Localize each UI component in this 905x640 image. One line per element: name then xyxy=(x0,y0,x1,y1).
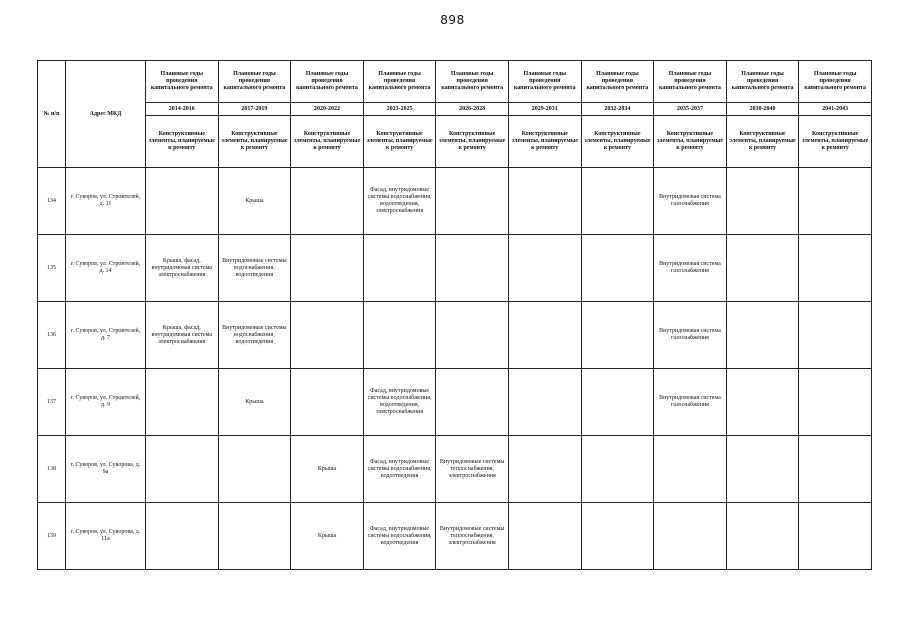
elements-header-cell: Конструктивные элементы, планируемые к ремонту xyxy=(581,116,654,168)
repair-elements-cell xyxy=(146,168,219,235)
elements-header-cell: Конструктивные элементы, планируемые к ремонту xyxy=(436,116,509,168)
repair-elements-cell xyxy=(508,235,581,302)
repair-elements-cell xyxy=(508,168,581,235)
repair-elements-cell: Внутридомовые системы теплоснабжения, электроснабжения xyxy=(436,436,509,503)
repair-elements-cell xyxy=(726,302,799,369)
table-row xyxy=(38,436,872,503)
repair-elements-cell xyxy=(436,168,509,235)
repair-elements-cell xyxy=(581,369,654,436)
repair-elements-cell: Фасад, внутридомовые системы водоснабжения, водоотведения, электроснабжения xyxy=(363,168,436,235)
year-range-cell: 2041-2043 xyxy=(799,103,872,116)
repair-elements-cell xyxy=(581,503,654,570)
elements-header-cell: Конструктивные элементы, планируемые к ремонту xyxy=(508,116,581,168)
col-address-header: Адрес МКД xyxy=(66,61,146,168)
repair-elements-cell: Внутридомовая система газоснабжения xyxy=(654,235,727,302)
repair-elements-cell xyxy=(581,302,654,369)
repair-elements-cell xyxy=(218,503,291,570)
row-number: 137 xyxy=(38,369,66,436)
year-range-cell: 2023-2025 xyxy=(363,103,436,116)
period-header-cell: Плановые годы проведения капитального ремонта xyxy=(654,61,727,103)
capital-repair-plan-table xyxy=(37,60,872,570)
repair-elements-cell xyxy=(291,302,364,369)
year-range-cell: 2017-2019 xyxy=(218,103,291,116)
row-number: 138 xyxy=(38,436,66,503)
repair-elements-cell: Крыша xyxy=(291,503,364,570)
period-header-row xyxy=(38,61,872,103)
repair-elements-cell xyxy=(436,369,509,436)
repair-elements-cell xyxy=(799,369,872,436)
row-address: г. Суворов, ул. Суворова, д. 11а xyxy=(66,503,146,570)
repair-elements-cell: Внутридомовые системы теплоснабжения, электроснабжения xyxy=(436,503,509,570)
repair-elements-cell xyxy=(363,302,436,369)
repair-elements-cell xyxy=(581,235,654,302)
period-header-cell: Плановые годы проведения капитального ремонта xyxy=(726,61,799,103)
elements-header-cell: Конструктивные элементы, планируемые к ремонту xyxy=(363,116,436,168)
elements-header-cell: Конструктивные элементы, планируемые к ремонту xyxy=(799,116,872,168)
repair-elements-cell xyxy=(291,369,364,436)
row-address: г. Суворов, ул. Строителей, д. 7 xyxy=(66,302,146,369)
row-address: г. Суворов, ул. Строителей, д. 9 xyxy=(66,369,146,436)
repair-elements-cell xyxy=(581,436,654,503)
repair-elements-cell: Внутридомовая система газоснабжения xyxy=(654,369,727,436)
elements-header-row xyxy=(38,116,872,168)
period-header-cell: Плановые годы проведения капитального ремонта xyxy=(581,61,654,103)
row-address: г. Суворов, ул. Строителей, д. 14 xyxy=(66,235,146,302)
period-header-cell: Плановые годы проведения капитального ремонта xyxy=(146,61,219,103)
repair-elements-cell xyxy=(726,436,799,503)
row-address: г. Суворов, ул. Строителей, д. 11 xyxy=(66,168,146,235)
table-row xyxy=(38,235,872,302)
repair-elements-cell xyxy=(508,503,581,570)
year-range-cell: 2029-2031 xyxy=(508,103,581,116)
repair-elements-cell xyxy=(508,302,581,369)
repair-elements-cell xyxy=(654,503,727,570)
repair-elements-cell: Внутридомовые системы водоснабжения, водоотведения xyxy=(218,235,291,302)
repair-elements-cell: Крыша, фасад, внутридомовая система электроснабжения xyxy=(146,302,219,369)
row-number: 136 xyxy=(38,302,66,369)
repair-elements-cell: Внутридомовая система газоснабжения xyxy=(654,168,727,235)
col-num-header: № п/п xyxy=(38,61,66,168)
repair-elements-cell xyxy=(799,168,872,235)
repair-elements-cell: Крыша xyxy=(218,168,291,235)
elements-header-cell: Конструктивные элементы, планируемые к ремонту xyxy=(654,116,727,168)
elements-header-cell: Конструктивные элементы, планируемые к ремонту xyxy=(146,116,219,168)
table-row xyxy=(38,503,872,570)
repair-elements-cell: Фасад, внутридомовые системы водоснабжения, водоотведения xyxy=(363,436,436,503)
year-range-cell: 2035-2037 xyxy=(654,103,727,116)
period-header-cell: Плановые годы проведения капитального ремонта xyxy=(799,61,872,103)
repair-elements-cell xyxy=(363,235,436,302)
repair-elements-cell: Крыша xyxy=(291,436,364,503)
years-header-row xyxy=(38,103,872,116)
repair-elements-cell xyxy=(799,302,872,369)
repair-elements-cell: Внутридомовые системы водоснабжения, водоотведения xyxy=(218,302,291,369)
repair-elements-cell xyxy=(508,369,581,436)
period-header-cell: Плановые годы проведения капитального ремонта xyxy=(218,61,291,103)
year-range-cell: 2038-2040 xyxy=(726,103,799,116)
year-range-cell: 2026-2028 xyxy=(436,103,509,116)
table-row xyxy=(38,168,872,235)
table-row xyxy=(38,369,872,436)
repair-elements-cell xyxy=(799,436,872,503)
repair-elements-cell xyxy=(581,168,654,235)
repair-elements-cell xyxy=(291,168,364,235)
row-number: 135 xyxy=(38,235,66,302)
repair-elements-cell xyxy=(436,302,509,369)
repair-elements-cell xyxy=(146,503,219,570)
repair-elements-cell xyxy=(291,235,364,302)
repair-elements-cell xyxy=(726,503,799,570)
period-header-cell: Плановые годы проведения капитального ремонта xyxy=(291,61,364,103)
repair-elements-cell xyxy=(799,503,872,570)
repair-elements-cell xyxy=(436,235,509,302)
repair-elements-cell xyxy=(799,235,872,302)
table-body xyxy=(38,61,872,570)
row-number: 134 xyxy=(38,168,66,235)
page-number: 898 xyxy=(440,13,465,27)
repair-elements-cell: Фасад, внутридомовые системы водоснабжения, водоотведения xyxy=(363,503,436,570)
repair-elements-cell xyxy=(146,369,219,436)
repair-elements-cell: Крыша xyxy=(218,369,291,436)
period-header-cell: Плановые годы проведения капитального ремонта xyxy=(436,61,509,103)
repair-elements-cell xyxy=(726,369,799,436)
elements-header-cell: Конструктивные элементы, планируемые к ремонту xyxy=(291,116,364,168)
year-range-cell: 2032-2034 xyxy=(581,103,654,116)
year-range-cell: 2014-2016 xyxy=(146,103,219,116)
repair-elements-cell xyxy=(218,436,291,503)
row-number: 139 xyxy=(38,503,66,570)
repair-elements-cell: Крыша, фасад, внутридомовая система электроснабжения xyxy=(146,235,219,302)
repair-elements-cell xyxy=(726,168,799,235)
repair-elements-cell xyxy=(654,436,727,503)
period-header-cell: Плановые годы проведения капитального ремонта xyxy=(363,61,436,103)
repair-elements-cell xyxy=(146,436,219,503)
year-range-cell: 2020-2022 xyxy=(291,103,364,116)
repair-elements-cell: Фасад, внутридомовые системы водоснабжения, водоотведения, электроснабжения xyxy=(363,369,436,436)
table-row xyxy=(38,302,872,369)
elements-header-cell: Конструктивные элементы, планируемые к ремонту xyxy=(218,116,291,168)
row-address: г. Суворов, ул. Суворова, д. 9а xyxy=(66,436,146,503)
repair-elements-cell xyxy=(726,235,799,302)
elements-header-cell: Конструктивные элементы, планируемые к ремонту xyxy=(726,116,799,168)
repair-elements-cell xyxy=(508,436,581,503)
period-header-cell: Плановые годы проведения капитального ремонта xyxy=(508,61,581,103)
repair-elements-cell: Внутридомовая система газоснабжения xyxy=(654,302,727,369)
